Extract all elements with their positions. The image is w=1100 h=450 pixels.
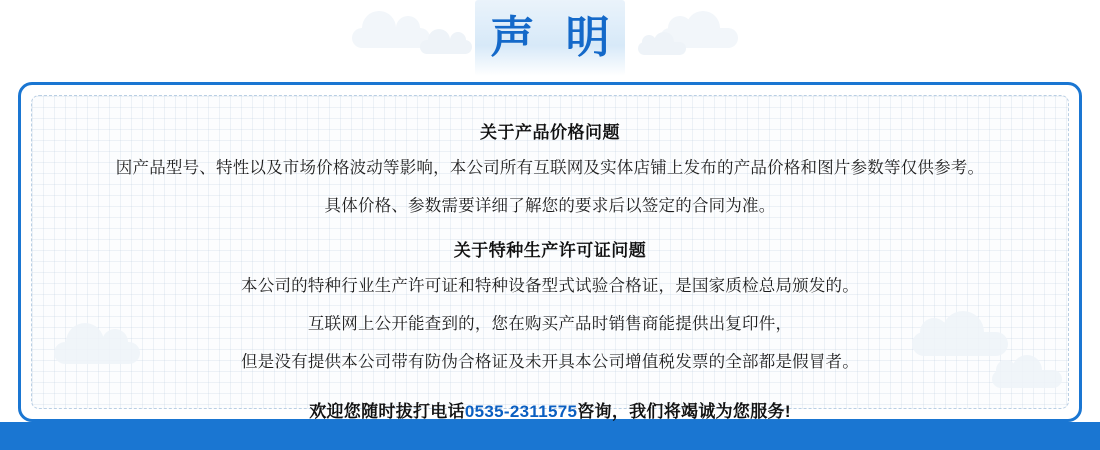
section-heading-price: 关于产品价格问题	[480, 123, 620, 142]
cloud-left-small-icon	[420, 40, 472, 54]
section-price-paragraph-2: 具体价格、参数需要详细了解您的要求后以签定的合同为准。	[324, 197, 776, 216]
page-title: 声 明	[490, 12, 618, 63]
section-license-paragraph-2: 互联网上公开能查到的，您在购买产品时销售商能提供出复印件，	[307, 314, 793, 333]
statement-panel-inner	[31, 95, 1069, 422]
section-price-paragraph-1: 因产品型号、特性以及市场价格波动等影响，本公司所有互联网及实体店铺上发布的产品价格和图片参数等仅供参考。	[115, 159, 985, 177]
statement-panel	[18, 82, 1082, 422]
contact-phone-number[interactable]: 0535-2311575	[464, 402, 578, 422]
cloud-right-small-icon	[638, 42, 686, 55]
contact-prefix: 欢迎您随时拔打电话	[309, 402, 465, 422]
cloud-left-large-icon	[352, 28, 430, 48]
section-license-paragraph-3: 但是没有提供本公司带有防伪合格证及未开具本公司增值税发票的全部都是假冒者。	[241, 353, 859, 372]
section-license-paragraph-1: 本公司的特种行业生产许可证和特种设备型式试验合格证，是国家质检总局颁发的。	[241, 276, 859, 295]
contact-line	[56, 397, 1044, 422]
statement-content	[32, 96, 1068, 422]
title-band	[0, 0, 1100, 82]
contact-suffix: 咨询，我们将竭诚为您服务!	[577, 402, 791, 422]
bottom-bar	[0, 422, 1100, 450]
section-heading-license: 关于特种生产许可证问题	[453, 240, 647, 260]
